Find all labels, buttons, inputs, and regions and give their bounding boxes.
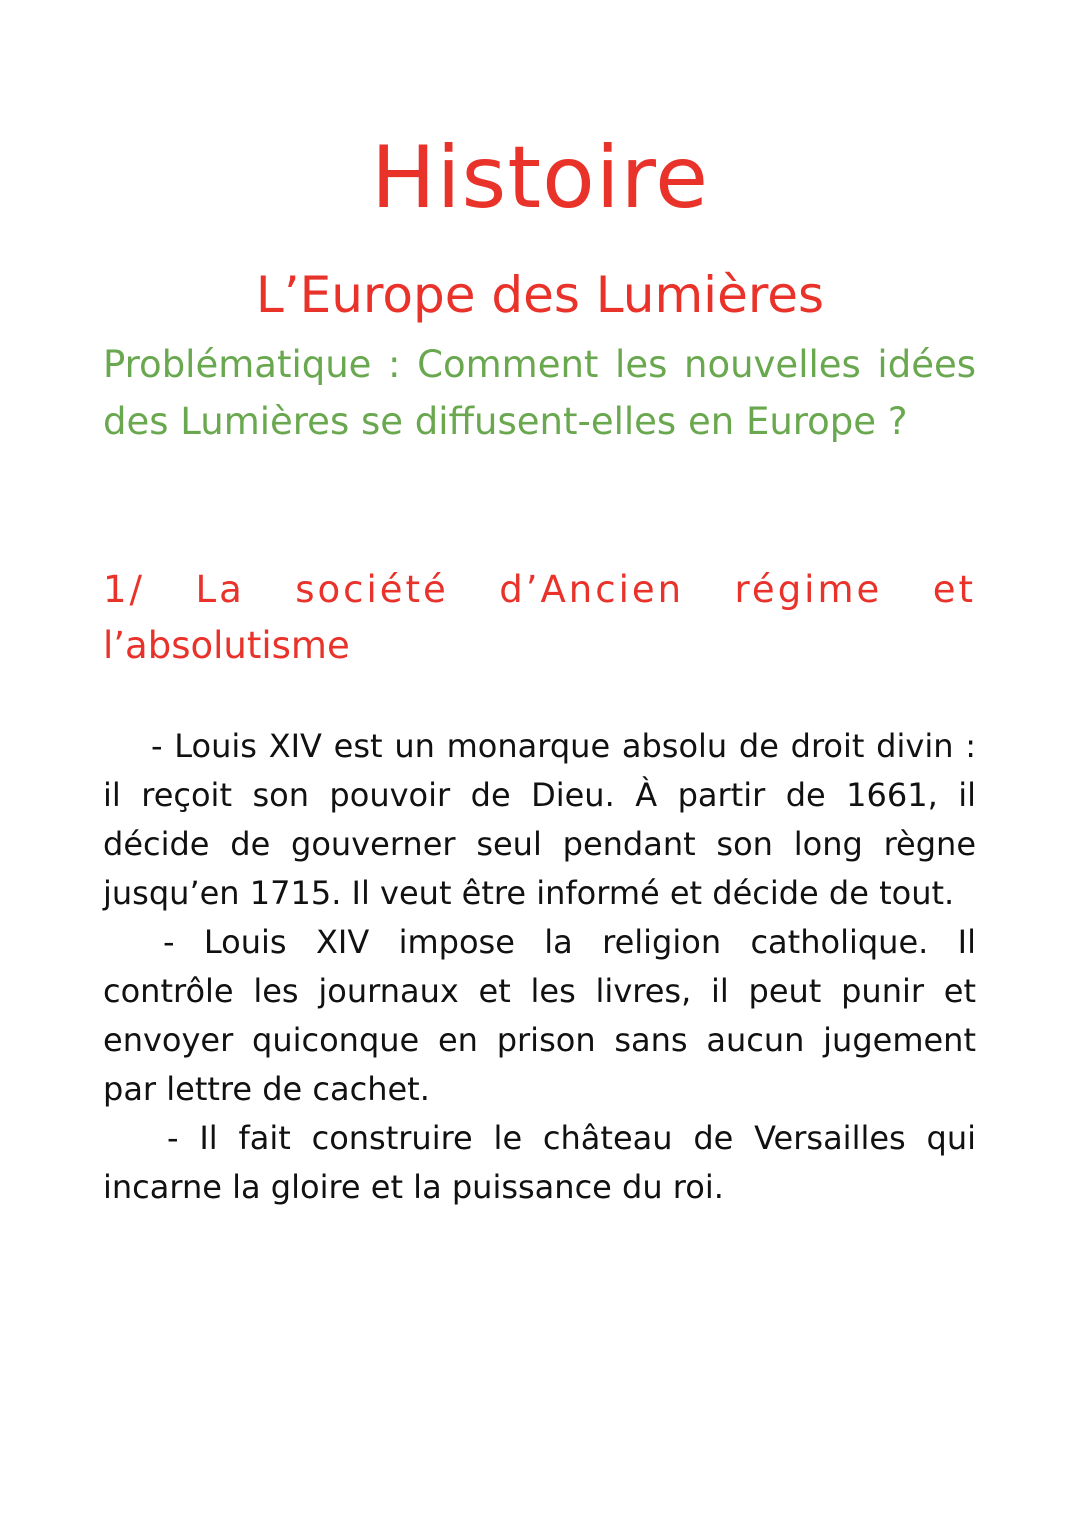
section-heading (103, 562, 976, 674)
paragraph-louis-xiv-absolu: - Louis XIV est un monarque absolu de droit divin : il reçoit son pouvoir de Dieu. À partir de 1661, il décide de gouverner seul pendant son long règne jusqu’en 1715. Il veut être informé et décide de tout. (103, 727, 976, 912)
chapter-subtitle: L’Europe des Lumières (255, 266, 825, 324)
paragraph-religion-controle: - Louis XIV impose la religion catholique. Il contrôle les journaux et les livres, il peut punir et envoyer quiconque en prison sans aucun jugement par lettre de cachet. (103, 923, 976, 1108)
section-heading-line-1: 1/ La société d’Ancien régime et (103, 568, 976, 611)
page-title: Histoire (371, 128, 709, 228)
section-heading-line-2: l’absolutisme (103, 624, 350, 667)
paragraph-versailles: - Il fait construire le château de Versailles qui incarne la gloire et la puissance du roi. (103, 1119, 976, 1206)
problematique-text: Problématique : Comment les nouvelles idées des Lumières se diffusent-elles en Europe ? (103, 343, 976, 443)
section-body (103, 722, 976, 1212)
